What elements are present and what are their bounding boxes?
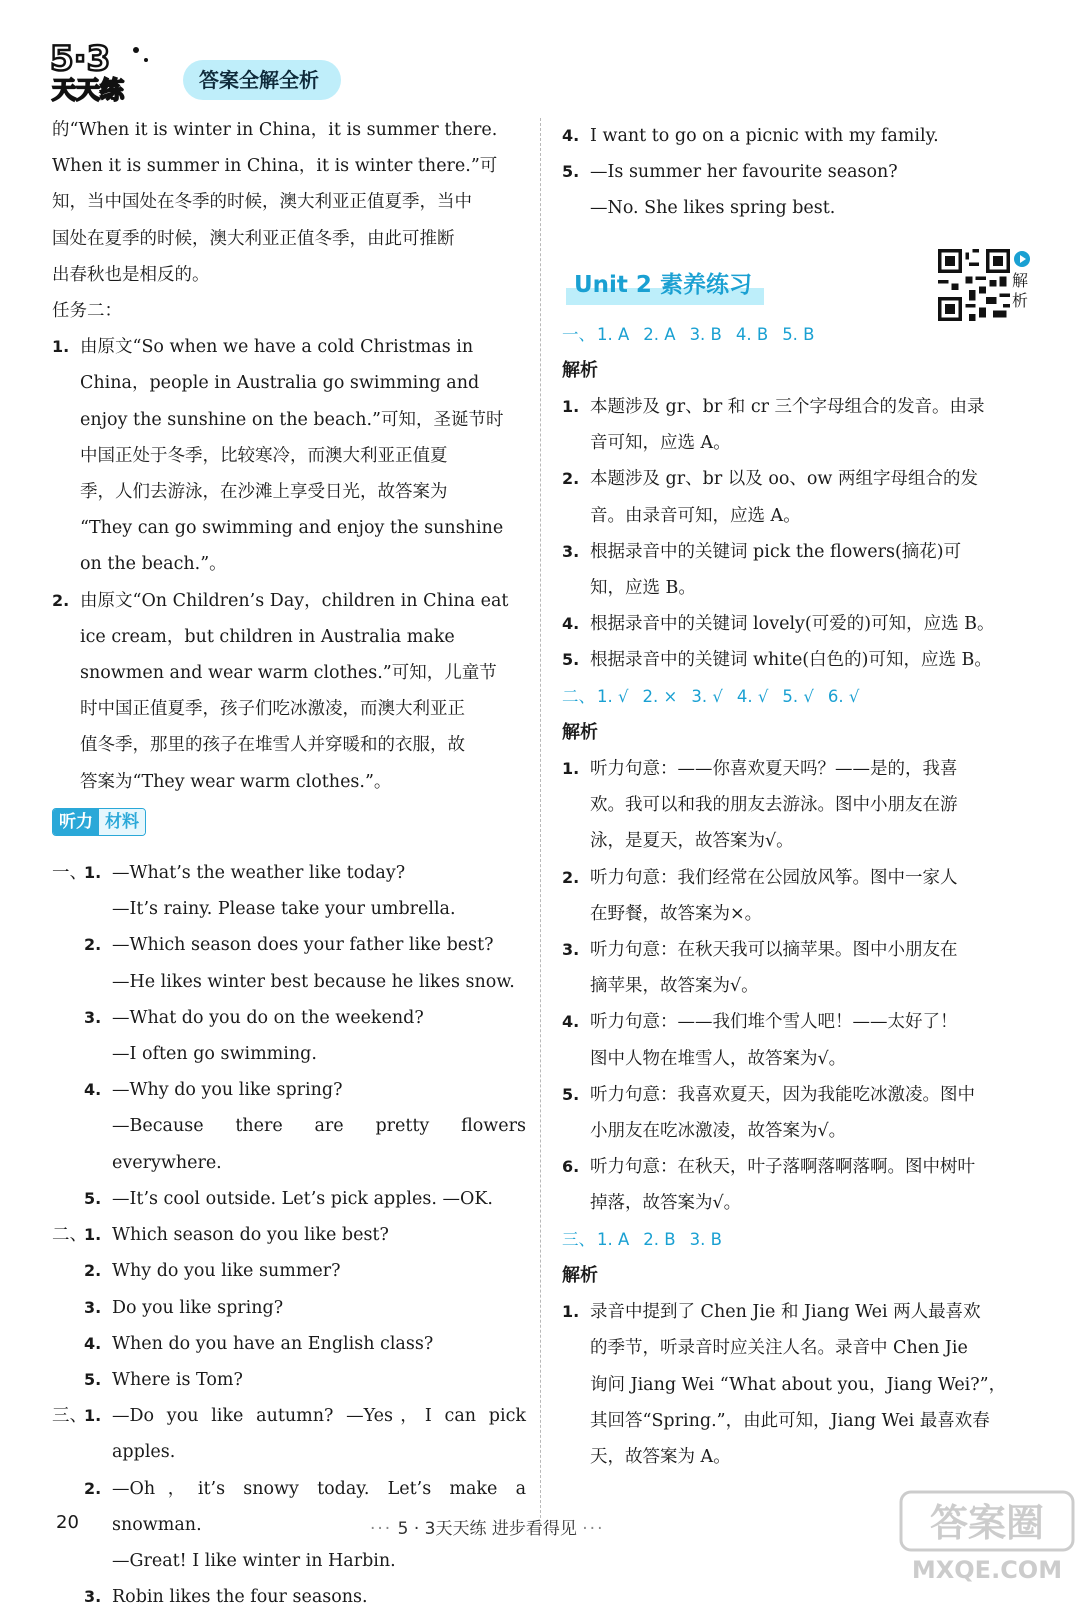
item-number: 2. bbox=[562, 867, 580, 887]
item-number: 2. bbox=[84, 1261, 102, 1281]
column-divider bbox=[540, 118, 541, 1518]
explanation-line: 欢。我可以和我的朋友去游泳。图中小朋友在游 bbox=[590, 795, 958, 816]
explanation-item bbox=[562, 534, 1040, 606]
explanation-line: 知，应选 B。 bbox=[590, 578, 696, 599]
explanation-line: 在野餐，故答案为×。 bbox=[590, 903, 763, 924]
explanation-line: 掉落，故答案为√。 bbox=[590, 1193, 742, 1214]
item-number: 2. bbox=[84, 1478, 102, 1498]
item-line: “They can go swimming and enjoy the sunshine bbox=[80, 518, 504, 539]
unit-title: Unit 2 素养练习 bbox=[566, 265, 764, 305]
dialogue-line: —Great! I like winter in Harbin. bbox=[112, 1550, 396, 1571]
explanation-item bbox=[562, 1004, 1040, 1076]
item-line: on the beach.”。 bbox=[80, 554, 227, 575]
explanation-item bbox=[562, 751, 1040, 860]
item-line: 季，人们去游泳，在沙滩上享受日光，故答案为 bbox=[80, 482, 448, 503]
explanation-line: 根据录音中的关键词 lovely(可爱的)可知，应选 B。 bbox=[590, 614, 995, 635]
listening-material-tag bbox=[52, 808, 146, 836]
left-column bbox=[52, 112, 526, 1615]
qr-label: 解析 bbox=[1012, 270, 1029, 310]
explanation-item bbox=[562, 932, 1040, 1004]
item-number: 2. bbox=[84, 935, 102, 955]
dialogue-line: —Why do you like spring? bbox=[112, 1080, 343, 1101]
question-item bbox=[52, 1253, 526, 1289]
section-label: 三、 bbox=[52, 1406, 87, 1427]
right-column bbox=[562, 118, 1040, 1475]
intro-paragraph bbox=[52, 112, 526, 293]
page-header bbox=[40, 26, 440, 106]
listening-section-3 bbox=[52, 1398, 526, 1615]
watermark-en: MXQE.COM bbox=[911, 1556, 1063, 1584]
explanation-line: 其回答“Spring.”，由此可知，Jiang Wei 最喜欢春 bbox=[590, 1410, 990, 1431]
dialogue-line: —It’s rainy. Please take your umbrella. bbox=[112, 899, 456, 920]
item-number: 1. bbox=[84, 1225, 102, 1245]
dialogue-line: —No. She likes spring best. bbox=[590, 198, 836, 219]
dialogue-line: —It’s cool outside. Let’s pick apples. —OK. bbox=[112, 1188, 493, 1209]
explanation-item bbox=[562, 642, 1040, 678]
explanation-heading: 解析 bbox=[562, 359, 598, 381]
answer-label: 二、 bbox=[562, 686, 595, 706]
question-text: Where is Tom? bbox=[112, 1369, 243, 1390]
question-item bbox=[52, 1217, 526, 1253]
item-line: 中国正处于冬季，比较寒冷，而澳大利亚正值夏 bbox=[80, 445, 448, 466]
item-number: 4. bbox=[562, 614, 580, 634]
dialogue-line: Robin likes the four seasons. bbox=[112, 1587, 368, 1608]
dialogue-line: —I often go swimming. bbox=[112, 1044, 317, 1065]
item-number: 3. bbox=[562, 940, 580, 960]
question-item bbox=[52, 1326, 526, 1362]
tag-material: 材料 bbox=[99, 809, 145, 835]
question-item bbox=[52, 1362, 526, 1398]
dialogue-line: —Which season does your father like best? bbox=[112, 935, 494, 956]
item-number: 5. bbox=[84, 1188, 102, 1208]
item-line: China，people in Australia go swimming and bbox=[80, 373, 480, 394]
item-number: 3. bbox=[84, 1297, 102, 1317]
footer-slogan bbox=[370, 1514, 605, 1539]
qr-code-icon[interactable] bbox=[938, 249, 1010, 321]
item-number: 1. bbox=[84, 1406, 102, 1426]
footer-dots-left: ··· bbox=[370, 1519, 393, 1539]
answer: 3. B bbox=[689, 324, 722, 344]
answer: 5. B bbox=[782, 324, 815, 344]
explanation-item bbox=[562, 1294, 1040, 1475]
footer-dots-right: ··· bbox=[582, 1519, 605, 1539]
explanation-item bbox=[562, 461, 1040, 533]
answer-label: 三、 bbox=[562, 1229, 595, 1249]
intro-line: When it is summer in China，it is winter there.”可 bbox=[52, 156, 498, 177]
item-number: 1. bbox=[52, 337, 70, 357]
watermark-logo-icon bbox=[897, 1486, 1077, 1586]
item-number: 2. bbox=[52, 590, 70, 610]
task2-label: 任务二： bbox=[52, 301, 122, 322]
item-line: 由原文“So when we have a cold Christmas in bbox=[80, 337, 474, 358]
logo-numbers: 5·3 bbox=[50, 39, 111, 79]
question-text: Why do you like summer? bbox=[112, 1261, 341, 1282]
explanation-line: 听力句意：——我们堆个雪人吧！——太好了！ bbox=[590, 1012, 958, 1033]
explanation-line: 音可知，应选 A。 bbox=[590, 433, 731, 454]
dialogue-line: —What do you do on the weekend? bbox=[112, 1007, 424, 1028]
dialogue-item bbox=[562, 118, 1040, 154]
answer-row-3 bbox=[562, 1222, 1040, 1258]
explanation-line: 根据录音中的关键词 pick the flowers(摘花)可 bbox=[590, 541, 962, 562]
dialogue-line: —He likes winter best because he likes snow. bbox=[112, 971, 515, 992]
play-icon bbox=[1014, 251, 1030, 267]
item-number: 5. bbox=[562, 650, 580, 670]
item-line: 值冬季，那里的孩子在堆雪人并穿暖和的衣服，故 bbox=[80, 735, 465, 756]
answer: 4. √ bbox=[736, 686, 769, 706]
task-item bbox=[52, 329, 526, 582]
section-label: 一、 bbox=[52, 863, 87, 884]
dialogue-line: —Because there are pretty flowers everywhere. bbox=[112, 1116, 526, 1173]
item-number: 3. bbox=[562, 541, 580, 561]
question-text: When do you have an English class? bbox=[112, 1333, 434, 1354]
explanation-line: 摘苹果，故答案为√。 bbox=[590, 976, 759, 997]
intro-line: 知，当中国处在冬季的时候，澳大利亚正值夏季，当中 bbox=[52, 192, 472, 213]
explanation-line: 小朋友在吃冰激凌，故答案为√。 bbox=[590, 1121, 847, 1142]
item-number: 1. bbox=[562, 1302, 580, 1322]
item-line: enjoy the sunshine on the beach.”可知，圣诞节时 bbox=[80, 409, 504, 430]
item-number: 5. bbox=[562, 1084, 580, 1104]
section-label: 二、 bbox=[52, 1225, 87, 1246]
explanation-line: 询问 Jiang Wei “What about you，Jiang Wei?”， bbox=[590, 1374, 1007, 1395]
item-line: 时中国正值夏季，孩子们吃冰激凌，而澳大利亚正 bbox=[80, 699, 465, 720]
unit-header bbox=[562, 245, 1040, 317]
logo-chars: 天天练 bbox=[52, 76, 124, 104]
answer: 1. A bbox=[597, 324, 630, 344]
item-line: ice cream，but children in Australia make bbox=[80, 626, 455, 647]
answer: 6. √ bbox=[827, 686, 860, 706]
explanation-line: 根据录音中的关键词 white(白色的)可知，应选 B。 bbox=[590, 650, 992, 671]
answer: 2. B bbox=[643, 1229, 676, 1249]
answer: 2. × bbox=[642, 686, 678, 706]
page-number: 20 bbox=[56, 1512, 79, 1533]
explanation-item bbox=[562, 860, 1040, 932]
explanation-line: 天，故答案为 A。 bbox=[590, 1446, 731, 1467]
tag-listening: 听力 bbox=[53, 809, 99, 835]
item-number: 3. bbox=[84, 1587, 102, 1607]
answer: 5. √ bbox=[782, 686, 814, 706]
answer-banner: 答案全解全析 bbox=[183, 60, 341, 100]
explanation-item bbox=[562, 606, 1040, 642]
dialogue-item bbox=[52, 1181, 526, 1217]
explanation-line: 音。由录音可知，应选 A。 bbox=[590, 505, 801, 526]
listening-section-1 bbox=[52, 855, 526, 1217]
item-number: 3. bbox=[84, 1007, 102, 1027]
explanation-line: 本题涉及 gr、br 和 cr 三个字母组合的发音。由录 bbox=[590, 397, 985, 418]
answer-row-1 bbox=[562, 317, 1040, 353]
explanation-item bbox=[562, 1077, 1040, 1149]
intro-line: 出春秋也是相反的。 bbox=[52, 264, 210, 285]
question-text: Do you like spring? bbox=[112, 1297, 284, 1318]
dialogue-line: —What’s the weather like today? bbox=[112, 863, 406, 884]
answer: 3. √ bbox=[691, 686, 723, 706]
explanation-line: 图中人物在堆雪人，故答案为√。 bbox=[590, 1048, 847, 1069]
dialogue-line: —Oh，it’s snowy today. Let’s make a snowman. bbox=[112, 1478, 526, 1535]
explanation-line: 听力句意：——你喜欢夏天吗？——是的，我喜 bbox=[590, 759, 958, 780]
item-number: 6. bbox=[562, 1157, 580, 1177]
explanation-line: 听力句意：我们经常在公园放风筝。图中一家人 bbox=[590, 867, 958, 888]
item-number: 2. bbox=[562, 469, 580, 489]
dialogue-item bbox=[52, 855, 526, 927]
item-number: 1. bbox=[562, 759, 580, 779]
item-number: 1. bbox=[84, 863, 102, 883]
item-number: 5. bbox=[84, 1369, 102, 1389]
intro-line: 国处在夏季的时候，澳大利亚正值冬季，由此可推断 bbox=[52, 228, 455, 249]
item-number: 1. bbox=[562, 397, 580, 417]
item-number: 5. bbox=[562, 162, 580, 182]
answer: 1. A bbox=[597, 1229, 630, 1249]
item-line: 答案为“They wear warm clothes.”。 bbox=[80, 771, 392, 792]
dialogue-item bbox=[562, 154, 1040, 226]
explanation-heading: 解析 bbox=[562, 1264, 598, 1286]
dialogue-line: —Is summer her favourite season? bbox=[590, 162, 898, 183]
item-line: 由原文“On Children’s Day，children in China eat bbox=[80, 590, 509, 611]
dialogue-item bbox=[52, 1072, 526, 1181]
answer-label: 一、 bbox=[562, 324, 595, 344]
explanation-line: 泳，是夏天，故答案为√。 bbox=[590, 831, 794, 852]
item-number: 4. bbox=[84, 1333, 102, 1353]
answer: 2. A bbox=[643, 324, 676, 344]
answer: 4. B bbox=[735, 324, 769, 344]
item-number: 4. bbox=[562, 1012, 580, 1032]
brand-logo-icon bbox=[46, 36, 174, 104]
dialogue-item bbox=[52, 1000, 526, 1072]
explanation-item bbox=[562, 389, 1040, 461]
dialogue-item bbox=[52, 1398, 526, 1470]
answer-row-2 bbox=[562, 679, 1040, 715]
explanation-item bbox=[562, 1149, 1040, 1221]
explanation-line: 录音中提到了 Chen Jie 和 Jiang Wei 两人最喜欢 bbox=[590, 1302, 981, 1323]
explanation-line: 听力句意：在秋天，叶子落啊落啊落啊。图中树叶 bbox=[590, 1157, 975, 1178]
explanation-line: 本题涉及 gr、br 以及 oo、ow 两组字母组合的发 bbox=[590, 469, 978, 490]
question-item bbox=[52, 1290, 526, 1326]
answer: 1. √ bbox=[597, 686, 629, 706]
task-item bbox=[52, 583, 526, 800]
explanation-line: 的季节，听录音时应关注人名。录音中 Chen Jie bbox=[590, 1338, 968, 1359]
dialogue-item bbox=[52, 1579, 526, 1615]
dialogue-line: —Do you like autumn? —Yes，I can pick apples. bbox=[112, 1406, 526, 1463]
explanation-line: 听力句意：我喜欢夏天，因为我能吃冰激凌。图中 bbox=[590, 1084, 975, 1105]
watermark-cn: 答案圈 bbox=[929, 1501, 1045, 1545]
item-line: snowmen and wear warm clothes.”可知，儿童节 bbox=[80, 663, 497, 684]
intro-line: 的“When it is winter in China，it is summer there. bbox=[52, 120, 498, 140]
dialogue-item bbox=[52, 927, 526, 999]
question-text: Which season do you like best? bbox=[112, 1225, 389, 1246]
item-number: 4. bbox=[562, 126, 580, 145]
item-number: 4. bbox=[84, 1080, 102, 1100]
dialogue-line: I want to go on a picnic with my family. bbox=[590, 126, 939, 146]
listening-section-2 bbox=[52, 1217, 526, 1398]
answer: 3. B bbox=[689, 1229, 722, 1249]
explanation-line: 听力句意：在秋天我可以摘苹果。图中小朋友在 bbox=[590, 940, 958, 961]
slogan-text: 5 · 3天天练 进步看得见 bbox=[397, 1519, 577, 1539]
explanation-heading: 解析 bbox=[562, 721, 598, 743]
